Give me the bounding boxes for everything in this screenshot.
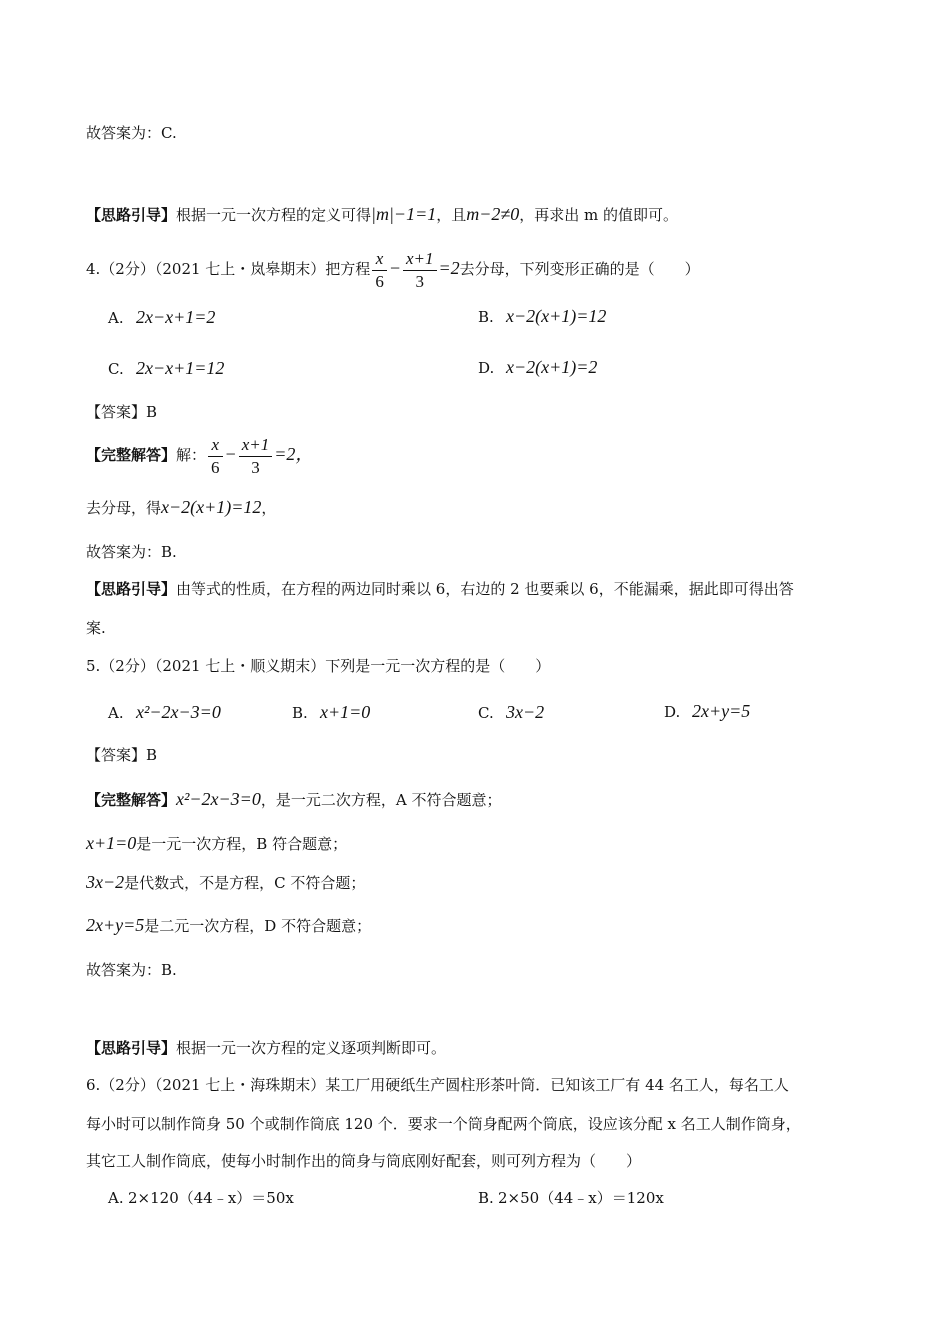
hint-text: 根据一元一次方程的定义可得 bbox=[176, 206, 372, 224]
q4-option-c bbox=[108, 357, 224, 380]
option-label: A. bbox=[108, 1189, 124, 1207]
q4-option-a bbox=[108, 306, 215, 329]
option-expr: 2x+y=5 bbox=[692, 701, 751, 721]
fraction-numerator: x bbox=[208, 434, 223, 457]
option-expr: 2×50（44﹣x）＝120x bbox=[498, 1189, 664, 1207]
option-label: B. bbox=[478, 1189, 494, 1207]
hint-math: m−2≠0 bbox=[466, 204, 520, 224]
option-label: D. bbox=[664, 703, 681, 721]
solution-text: ， bbox=[261, 499, 277, 517]
hint-math: |m|−1=1 bbox=[371, 204, 437, 224]
solution-text: ，是一元二次方程，A 不符合题意； bbox=[260, 791, 502, 809]
q4-answer: 【答案】B bbox=[86, 403, 158, 421]
solution-expr: x²−2x−3=0 bbox=[176, 789, 261, 809]
q4-step bbox=[86, 496, 276, 519]
q5-solution-line bbox=[86, 788, 501, 811]
option-label: A. bbox=[108, 704, 124, 722]
q4-option-d bbox=[478, 356, 597, 379]
q5-conclusion: 故答案为：B. bbox=[86, 961, 177, 979]
q6-stem-line2: 每小时可以制作筒身 50 个或制作筒底 120 个．要求一个筒身配两个筒底，设应该分配 x 名工人制作筒身， bbox=[86, 1115, 801, 1133]
fraction-numerator: x bbox=[372, 248, 387, 271]
q3-conclusion: 故答案为：C. bbox=[86, 124, 177, 142]
hint-text: 由等式的性质，在方程的两边同时乘以 6，右边的 2 也要乘以 6，不能漏乘，据此即可得出答 bbox=[176, 580, 794, 598]
option-label: B. bbox=[478, 308, 494, 326]
solution-tag: 【完整解答】 bbox=[86, 791, 177, 809]
fraction bbox=[208, 434, 223, 479]
q4-conclusion: 故答案为：B. bbox=[86, 543, 177, 561]
fraction bbox=[239, 434, 273, 479]
operator: − bbox=[388, 258, 401, 278]
option-expr: x−2(x+1)=12 bbox=[506, 306, 607, 326]
fraction-numerator: x+1 bbox=[239, 434, 273, 457]
fraction-denominator: 3 bbox=[415, 271, 424, 291]
q5-option-a bbox=[108, 701, 221, 724]
equation-rhs: =2 bbox=[438, 258, 460, 278]
hint-text: ，再求出 m 的值即可。 bbox=[519, 206, 679, 224]
solution-text: 去分母，得 bbox=[86, 499, 162, 517]
solution-expr: x+1=0 bbox=[86, 833, 137, 853]
q5-answer: 【答案】B bbox=[86, 746, 158, 764]
operator: − bbox=[224, 444, 237, 464]
option-label: C. bbox=[478, 704, 494, 722]
q6-option-a bbox=[108, 1187, 294, 1209]
hint-tag: 【思路引导】 bbox=[86, 206, 177, 224]
solution-expr: x−2(x+1)=12 bbox=[161, 497, 262, 517]
q5-solution-line bbox=[86, 832, 347, 855]
option-label: C. bbox=[108, 360, 124, 378]
q4-solution bbox=[86, 432, 313, 479]
q4-hint-line2: 案. bbox=[86, 619, 106, 637]
option-label: D. bbox=[478, 359, 495, 377]
option-label: B. bbox=[292, 704, 308, 722]
q5-option-b bbox=[292, 701, 370, 724]
option-expr: 3x−2 bbox=[506, 702, 545, 722]
question-text: 4.（2分）（2021 七上・岚皋期末）把方程 bbox=[86, 260, 371, 278]
equation-rhs: =2， bbox=[274, 444, 314, 464]
fraction bbox=[403, 248, 437, 293]
q5-hint bbox=[86, 1037, 446, 1059]
solution-text: 是代数式，不是方程，C 不符合题； bbox=[124, 874, 366, 892]
q5-solution-line bbox=[86, 914, 371, 937]
question-text: 去分母，下列变形正确的是（ ） bbox=[459, 260, 700, 278]
solution-text: 是一元一次方程，B 符合题意； bbox=[136, 835, 348, 853]
option-expr: 2x−x+1=12 bbox=[136, 358, 225, 378]
option-expr: 2x−x+1=2 bbox=[136, 307, 216, 327]
solution-text: 解： bbox=[176, 446, 207, 464]
q5-option-d bbox=[664, 700, 750, 723]
option-expr: x−2(x+1)=2 bbox=[506, 357, 598, 377]
fraction-denominator: 3 bbox=[251, 457, 260, 477]
q5-solution-line bbox=[86, 871, 365, 894]
option-expr: x²−2x−3=0 bbox=[136, 702, 221, 722]
q3-hint bbox=[86, 203, 678, 226]
option-expr: 2×120（44﹣x）＝50x bbox=[128, 1189, 294, 1207]
option-expr: x+1=0 bbox=[320, 702, 371, 722]
hint-tag: 【思路引导】 bbox=[86, 1039, 177, 1057]
q6-stem-line1: 6.（2分）（2021 七上・海珠期末）某工厂用硬纸生产圆柱形茶叶筒．已知该工厂有 44 名工人，每名工人 bbox=[86, 1076, 789, 1094]
solution-expr: 2x+y=5 bbox=[86, 915, 145, 935]
fraction bbox=[372, 248, 387, 293]
q4-option-b bbox=[478, 305, 606, 328]
fraction-denominator: 6 bbox=[375, 271, 384, 291]
fraction-denominator: 6 bbox=[211, 457, 220, 477]
q4-hint-line1 bbox=[86, 578, 794, 600]
q6-stem-line3: 其它工人制作筒底，使每小时制作出的筒身与筒底刚好配套，则可列方程为（ ） bbox=[86, 1152, 642, 1170]
q5-option-c bbox=[478, 701, 544, 724]
q6-option-b bbox=[478, 1187, 664, 1209]
hint-tag: 【思路引导】 bbox=[86, 580, 177, 598]
q4-stem bbox=[86, 246, 700, 293]
solution-expr: 3x−2 bbox=[86, 872, 125, 892]
fraction-numerator: x+1 bbox=[403, 248, 437, 271]
hint-text: 根据一元一次方程的定义逐项判断即可。 bbox=[176, 1039, 447, 1057]
q5-stem: 5.（2分）（2021 七上・顺义期末）下列是一元一次方程的是（ ） bbox=[86, 657, 551, 675]
hint-text: ，且 bbox=[436, 206, 467, 224]
solution-text: 是二元一次方程，D 不符合题意； bbox=[144, 917, 372, 935]
option-label: A. bbox=[108, 309, 124, 327]
solution-tag: 【完整解答】 bbox=[86, 446, 177, 464]
